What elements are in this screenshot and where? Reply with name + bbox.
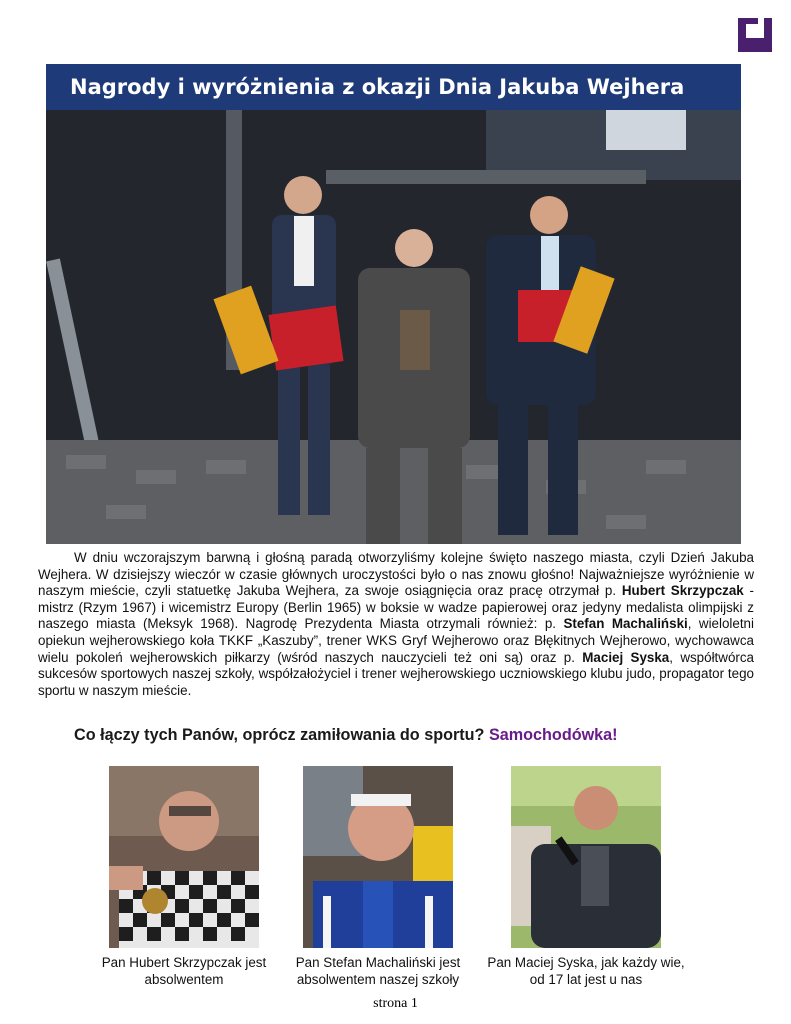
portrait-caption-2: Pan Stefan Machaliński jest absolwentem naszej szkoły <box>295 955 461 987</box>
article-text-4: , współtwórca sukcesów sportowych naszej szkoły, współzałożyciel i trener wejherowskiego uczniowskiego klubu judo, propagator tego sportu w naszym mieście. <box>38 649 754 698</box>
award-ceremony-photo <box>46 110 741 544</box>
article-paragraph <box>38 550 754 699</box>
article-text-3: , wieloletni opiekun wejherowskiego koła TKKF „Kaszuby”, trener WKS Gryf Wejherowo oraz Błękitnych Wejherowo, wychowawca wielu pokoleń wejherowskich piłkarzy (wśród naszych nauczycieli też oni są) oraz p. <box>38 616 754 665</box>
hero-title: Nagrody i wyróżnienia z okazji Dnia Jakuba Wejhera <box>46 64 741 110</box>
article-text-2: - mistrz (Rzym 1967) i wicemistrz Europy (Berlin 1965) w boksie w wadze papierowej oraz jedyny medalista olimpijski z naszego miasta (Meksyk 1968). Nagrodę Prezydenta Miasta otrzymali również: p. <box>38 583 754 632</box>
page-number: strona 1 <box>373 996 418 1011</box>
article-body <box>38 550 754 699</box>
question-text: Co łączy tych Panów, oprócz zamiłowania do sportu? <box>74 726 489 744</box>
hero-photo <box>46 64 741 544</box>
honoree-name-1: Hubert Skrzypczak <box>621 583 744 599</box>
article-text-1: W dniu wczorajszym barwną i głośną paradą otworzyliśmy kolejne święto naszego miasta, czyli Dzień Jakuba Wejhera. W dzisiejszy wieczór w czasie głównych uroczystości było o nas znowu głośno! Najważniejsze wyróżnienie w naszym mieście, czyli statuetkę Jakuba Wejhera, za swoje osiągnięcia oraz pracę otrzymał p. <box>38 550 754 599</box>
brand-logo-icon <box>738 18 772 52</box>
portrait-photo-machalinski <box>303 766 453 948</box>
question-heading <box>74 726 754 745</box>
portrait-caption-1: Pan Hubert Skrzypczak jest absolwentem <box>101 955 267 987</box>
honoree-name-3: Maciej Syska <box>582 649 670 665</box>
question-highlight: Samochodówka! <box>488 726 618 744</box>
portrait-caption-3: Pan Maciej Syska, jak każdy wie, od 17 lat jest u nas <box>487 955 685 987</box>
honoree-name-2: Stefan Machaliński <box>563 616 688 632</box>
portrait-photo-syska <box>511 766 661 948</box>
portrait-photo-skrzypczak <box>109 766 259 948</box>
